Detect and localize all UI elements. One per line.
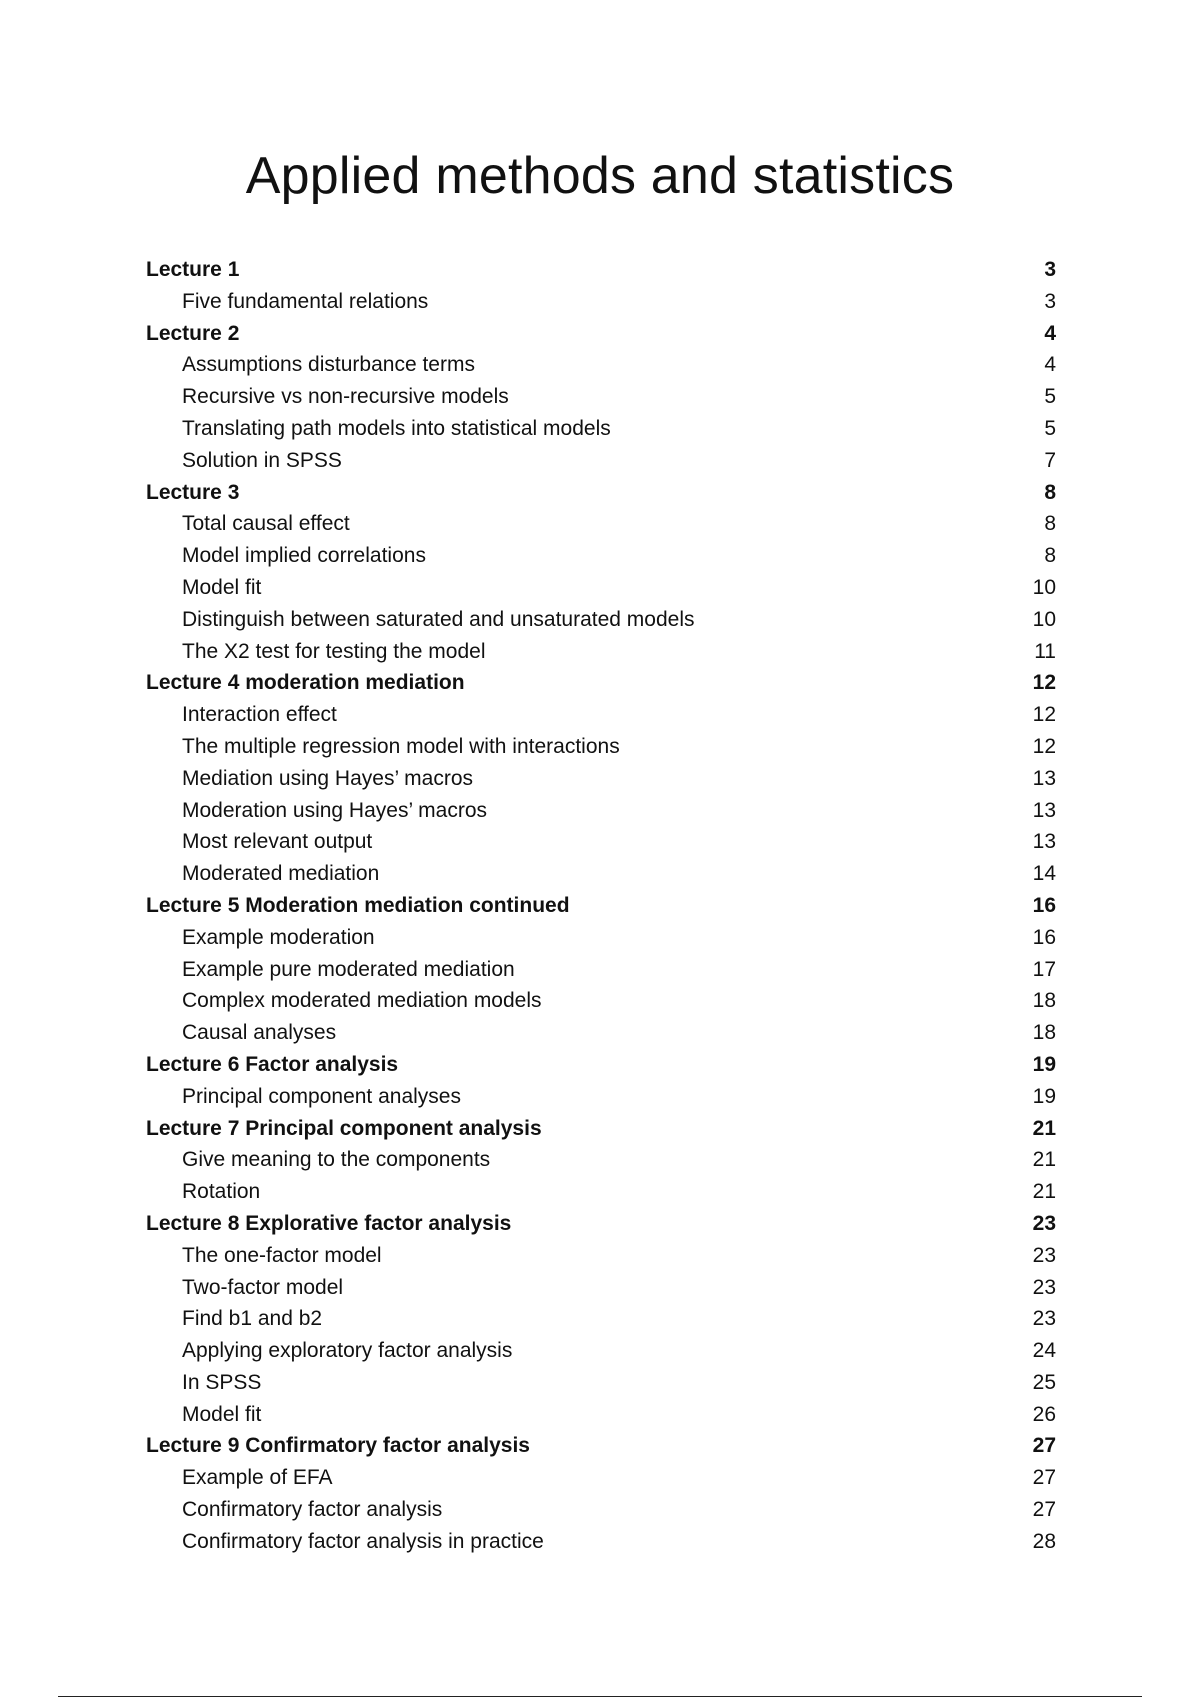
toc-entry-label: Translating path models into statistical models (182, 416, 611, 440)
toc-entry-page-number: 8 (1044, 480, 1056, 504)
toc-entry-page-number: 27 (1032, 1466, 1056, 1490)
toc-subentry[interactable] (146, 922, 1056, 954)
toc-entry-label: Model implied correlations (182, 544, 426, 568)
toc-entry-label: Lecture 1 (146, 258, 240, 281)
toc-subentry[interactable] (146, 1081, 1056, 1113)
toc-subentry[interactable] (146, 826, 1056, 858)
toc-entry-label: Two-factor model (182, 1275, 344, 1299)
toc-entry-label: Lecture 2 (146, 321, 240, 345)
toc-entry-label: Give meaning to the components (182, 1148, 491, 1172)
toc-entry-page-number: 23 (1032, 1243, 1056, 1267)
toc-entry-page-number: 12 (1032, 734, 1056, 758)
toc-lecture-entry[interactable] (146, 1430, 1056, 1462)
toc-entry-page-number: 3 (1044, 289, 1056, 313)
toc-entry-page-number: 18 (1032, 989, 1056, 1013)
toc-subentry[interactable] (146, 349, 1056, 381)
toc-subentry[interactable] (146, 1272, 1056, 1304)
toc-entry-page-number: 19 (1032, 1084, 1056, 1108)
toc-subentry[interactable] (146, 1303, 1056, 1335)
toc-entry-page-number: 27 (1032, 1434, 1056, 1458)
toc-entry-label: Example moderation (182, 925, 375, 949)
toc-entry-page-number: 4 (1044, 321, 1056, 345)
toc-entry-page-number: 17 (1032, 957, 1056, 981)
toc-entry-page-number: 26 (1032, 1402, 1056, 1426)
toc-subentry[interactable] (146, 1367, 1056, 1399)
toc-entry-page-number: 16 (1032, 925, 1056, 949)
toc-entry-label: Moderation using Hayes’ macros (182, 798, 488, 822)
toc-entry-label: Complex moderated mediation models (182, 989, 542, 1013)
toc-entry-label: Confirmatory factor analysis (182, 1498, 443, 1522)
toc-entry-label: The one-factor model (182, 1243, 382, 1267)
toc-subentry[interactable] (146, 1176, 1056, 1208)
toc-entry-label: Confirmatory factor analysis in practice (182, 1529, 544, 1553)
toc-entry-page-number: 18 (1032, 1021, 1056, 1045)
toc-subentry[interactable] (146, 286, 1056, 318)
toc-entry-label: Total causal effect (182, 512, 350, 536)
toc-entry-label: Rotation (182, 1180, 261, 1204)
toc-lecture-entry[interactable] (146, 890, 1056, 922)
toc-entry-label: Solution in SPSS (182, 448, 342, 472)
toc-entry-label: Moderated mediation (182, 862, 380, 886)
toc-entry-label: Model fit (182, 1402, 262, 1426)
toc-subentry[interactable] (146, 858, 1056, 890)
toc-subentry[interactable] (146, 731, 1056, 763)
toc-entry-label: The X2 test for testing the model (182, 639, 486, 663)
toc-subentry[interactable] (146, 445, 1056, 477)
toc-lecture-entry[interactable] (146, 477, 1056, 509)
toc-lecture-entry[interactable] (146, 1049, 1056, 1081)
footer-divider (58, 1696, 1142, 1697)
toc-subentry[interactable] (146, 1494, 1056, 1526)
toc-entry-label: Causal analyses (182, 1021, 337, 1045)
toc-subentry[interactable] (146, 572, 1056, 604)
table-of-contents (146, 254, 1056, 1558)
toc-subentry[interactable] (146, 1399, 1056, 1431)
toc-entry-label: Assumptions disturbance terms (182, 353, 475, 377)
toc-entry-label: Lecture 6 Factor analysis (146, 1052, 399, 1076)
toc-entry-page-number: 24 (1032, 1339, 1056, 1363)
toc-entry-page-number: 12 (1032, 703, 1056, 727)
toc-entry-page-number: 21 (1032, 1148, 1056, 1172)
toc-entry-label: Find b1 and b2 (182, 1307, 323, 1331)
page-title: Applied methods and statistics (245, 147, 955, 205)
toc-subentry[interactable] (146, 540, 1056, 572)
toc-subentry[interactable] (146, 1526, 1056, 1558)
toc-entry-label: Distinguish between saturated and unsaturated models (182, 607, 695, 631)
toc-entry-label: Model fit (182, 575, 262, 599)
toc-entry-label: In SPSS (182, 1370, 262, 1394)
toc-entry-label: Principal component analyses (182, 1084, 461, 1108)
toc-entry-label: Applying exploratory factor analysis (182, 1339, 513, 1363)
toc-entry-page-number: 28 (1032, 1529, 1056, 1553)
toc-entry-label: Interaction effect (182, 703, 337, 727)
toc-entry-page-number: 23 (1032, 1211, 1056, 1235)
toc-entry-page-number: 8 (1044, 544, 1056, 568)
toc-entry-label: Lecture 7 Principal component analysis (146, 1116, 542, 1140)
toc-entry-page-number: 25 (1032, 1370, 1056, 1394)
toc-entry-label: Mediation using Hayes’ macros (182, 766, 474, 790)
toc-entry-page-number: 5 (1044, 385, 1056, 409)
toc-entry-label: Lecture 5 Moderation mediation continued (146, 893, 570, 917)
toc-subentry[interactable] (146, 699, 1056, 731)
toc-subentry[interactable] (146, 604, 1056, 636)
toc-entry-label: The multiple regression model with interactions (182, 734, 620, 758)
toc-subentry[interactable] (146, 985, 1056, 1017)
toc-lecture-entry[interactable] (146, 1113, 1056, 1145)
toc-entry-page-number: 10 (1032, 575, 1056, 599)
toc-lecture-entry[interactable] (146, 1208, 1056, 1240)
toc-entry-page-number: 10 (1032, 607, 1056, 631)
toc-lecture-entry[interactable] (146, 254, 1056, 286)
toc-entry-page-number: 21 (1032, 1180, 1056, 1204)
toc-subentry[interactable] (146, 1017, 1056, 1049)
toc-entry-label: Example of EFA (182, 1466, 333, 1490)
toc-lecture-entry[interactable] (146, 667, 1056, 699)
toc-entry-page-number: 23 (1032, 1275, 1056, 1299)
toc-subentry[interactable] (146, 1240, 1056, 1272)
toc-entry-page-number: 3 (1044, 258, 1056, 281)
toc-subentry[interactable] (146, 1462, 1056, 1494)
toc-entry-page-number: 14 (1032, 862, 1056, 886)
toc-entry-label: Recursive vs non-recursive models (182, 385, 509, 409)
toc-subentry[interactable] (146, 954, 1056, 986)
toc-entry-page-number: 21 (1032, 1116, 1056, 1140)
toc-entry-page-number: 5 (1044, 416, 1056, 440)
toc-lecture-entry[interactable] (146, 318, 1056, 350)
toc-subentry[interactable] (146, 508, 1056, 540)
toc-entry-page-number: 13 (1032, 798, 1056, 822)
toc-entry-label: Lecture 9 Confirmatory factor analysis (146, 1434, 530, 1458)
toc-entry-page-number: 8 (1044, 512, 1056, 536)
toc-subentry[interactable] (146, 1335, 1056, 1367)
toc-subentry[interactable] (146, 413, 1056, 445)
toc-entry-page-number: 27 (1032, 1498, 1056, 1522)
toc-entry-page-number: 4 (1044, 353, 1056, 377)
toc-subentry[interactable] (146, 381, 1056, 413)
toc-entry-page-number: 13 (1032, 830, 1056, 854)
toc-entry-label: Lecture 8 Explorative factor analysis (146, 1211, 512, 1235)
toc-entry-page-number: 23 (1032, 1307, 1056, 1331)
toc-entry-label: Most relevant output (182, 830, 373, 854)
toc-entry-label: Lecture 3 (146, 480, 240, 504)
toc-subentry[interactable] (146, 763, 1056, 795)
toc-entry-page-number: 12 (1032, 671, 1056, 695)
toc-subentry[interactable] (146, 636, 1056, 668)
toc-entry-page-number: 13 (1032, 766, 1056, 790)
toc-entry-label: Lecture 4 moderation mediation (146, 671, 465, 695)
toc-entry-page-number: 19 (1032, 1052, 1056, 1076)
toc-entry-page-number: 11 (1034, 639, 1056, 663)
toc-entry-label: Example pure moderated mediation (182, 957, 515, 981)
toc-entry-page-number: 7 (1044, 448, 1056, 472)
toc-subentry[interactable] (146, 795, 1056, 827)
toc-entry-page-number: 16 (1032, 893, 1056, 917)
toc-subentry[interactable] (146, 1144, 1056, 1176)
toc-entry-label: Five fundamental relations (182, 289, 429, 313)
